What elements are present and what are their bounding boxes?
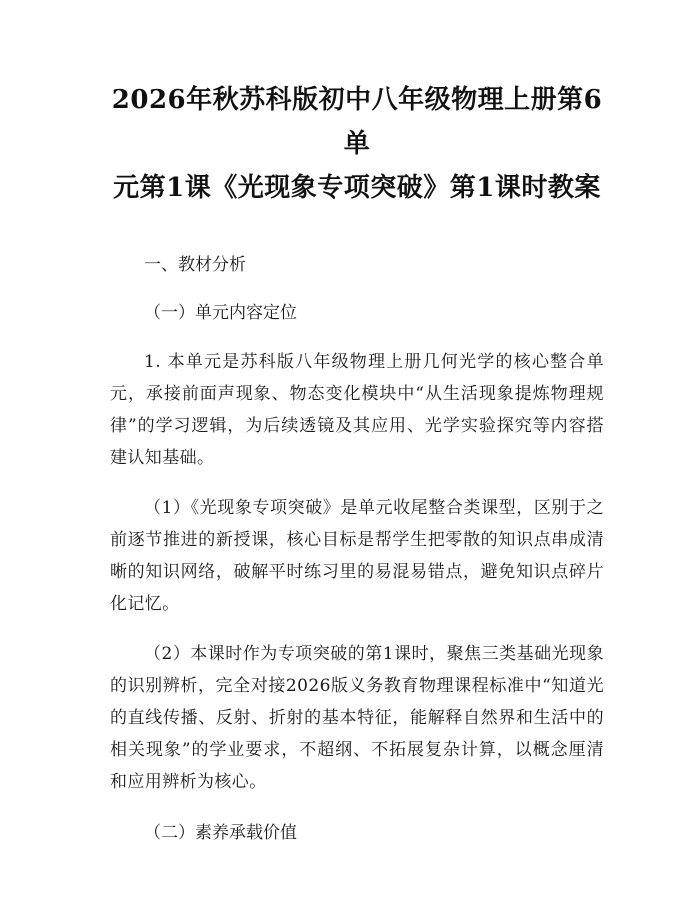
subsection-heading-literacy-value: （二）素养承载价值 xyxy=(144,823,297,843)
section-heading-teaching-material-analysis: 一、教材分析 xyxy=(144,255,246,275)
title-line-2: 元第1课《光现象专项突破》第1课时教案 xyxy=(113,173,601,203)
paragraph-unit-overview: 1. 本单元是苏科版八年级物理上册几何光学的核心整合单元，承接前面声现象、物态变化模块中“从生活现象提炼物理规律”的学习逻辑，为后续透镜及其应用、光学实验探究等内容搭建认知基础。 xyxy=(110,352,604,468)
subsection-heading-unit-positioning: （一）单元内容定位 xyxy=(144,303,297,323)
document-title xyxy=(110,0,604,210)
paragraph-lesson-focus: （2）本课时作为专项突破的第1课时，聚焦三类基础光现象的识别辨析，完全对接2026版义务教育物理课程标准中“知道光的直线传播、反射、折射的基本特征，能解释自然界和生活中的相关现象”的学业要求，不超纲、不拓展复杂计算，以概念厘清和应用辨析为核心。 xyxy=(110,644,604,792)
paragraph-lesson-type: （1）《光现象专项突破》是单元收尾整合类课型，区别于之前逐节推进的新授课，核心目标是帮学生把零散的知识点串成清晰的知识网络，破解平时练习里的易混易错点，避免知识点碎片化记忆。 xyxy=(110,498,604,614)
title-line-1: 2026年秋苏科版初中八年级物理上册第6单 xyxy=(111,85,603,159)
